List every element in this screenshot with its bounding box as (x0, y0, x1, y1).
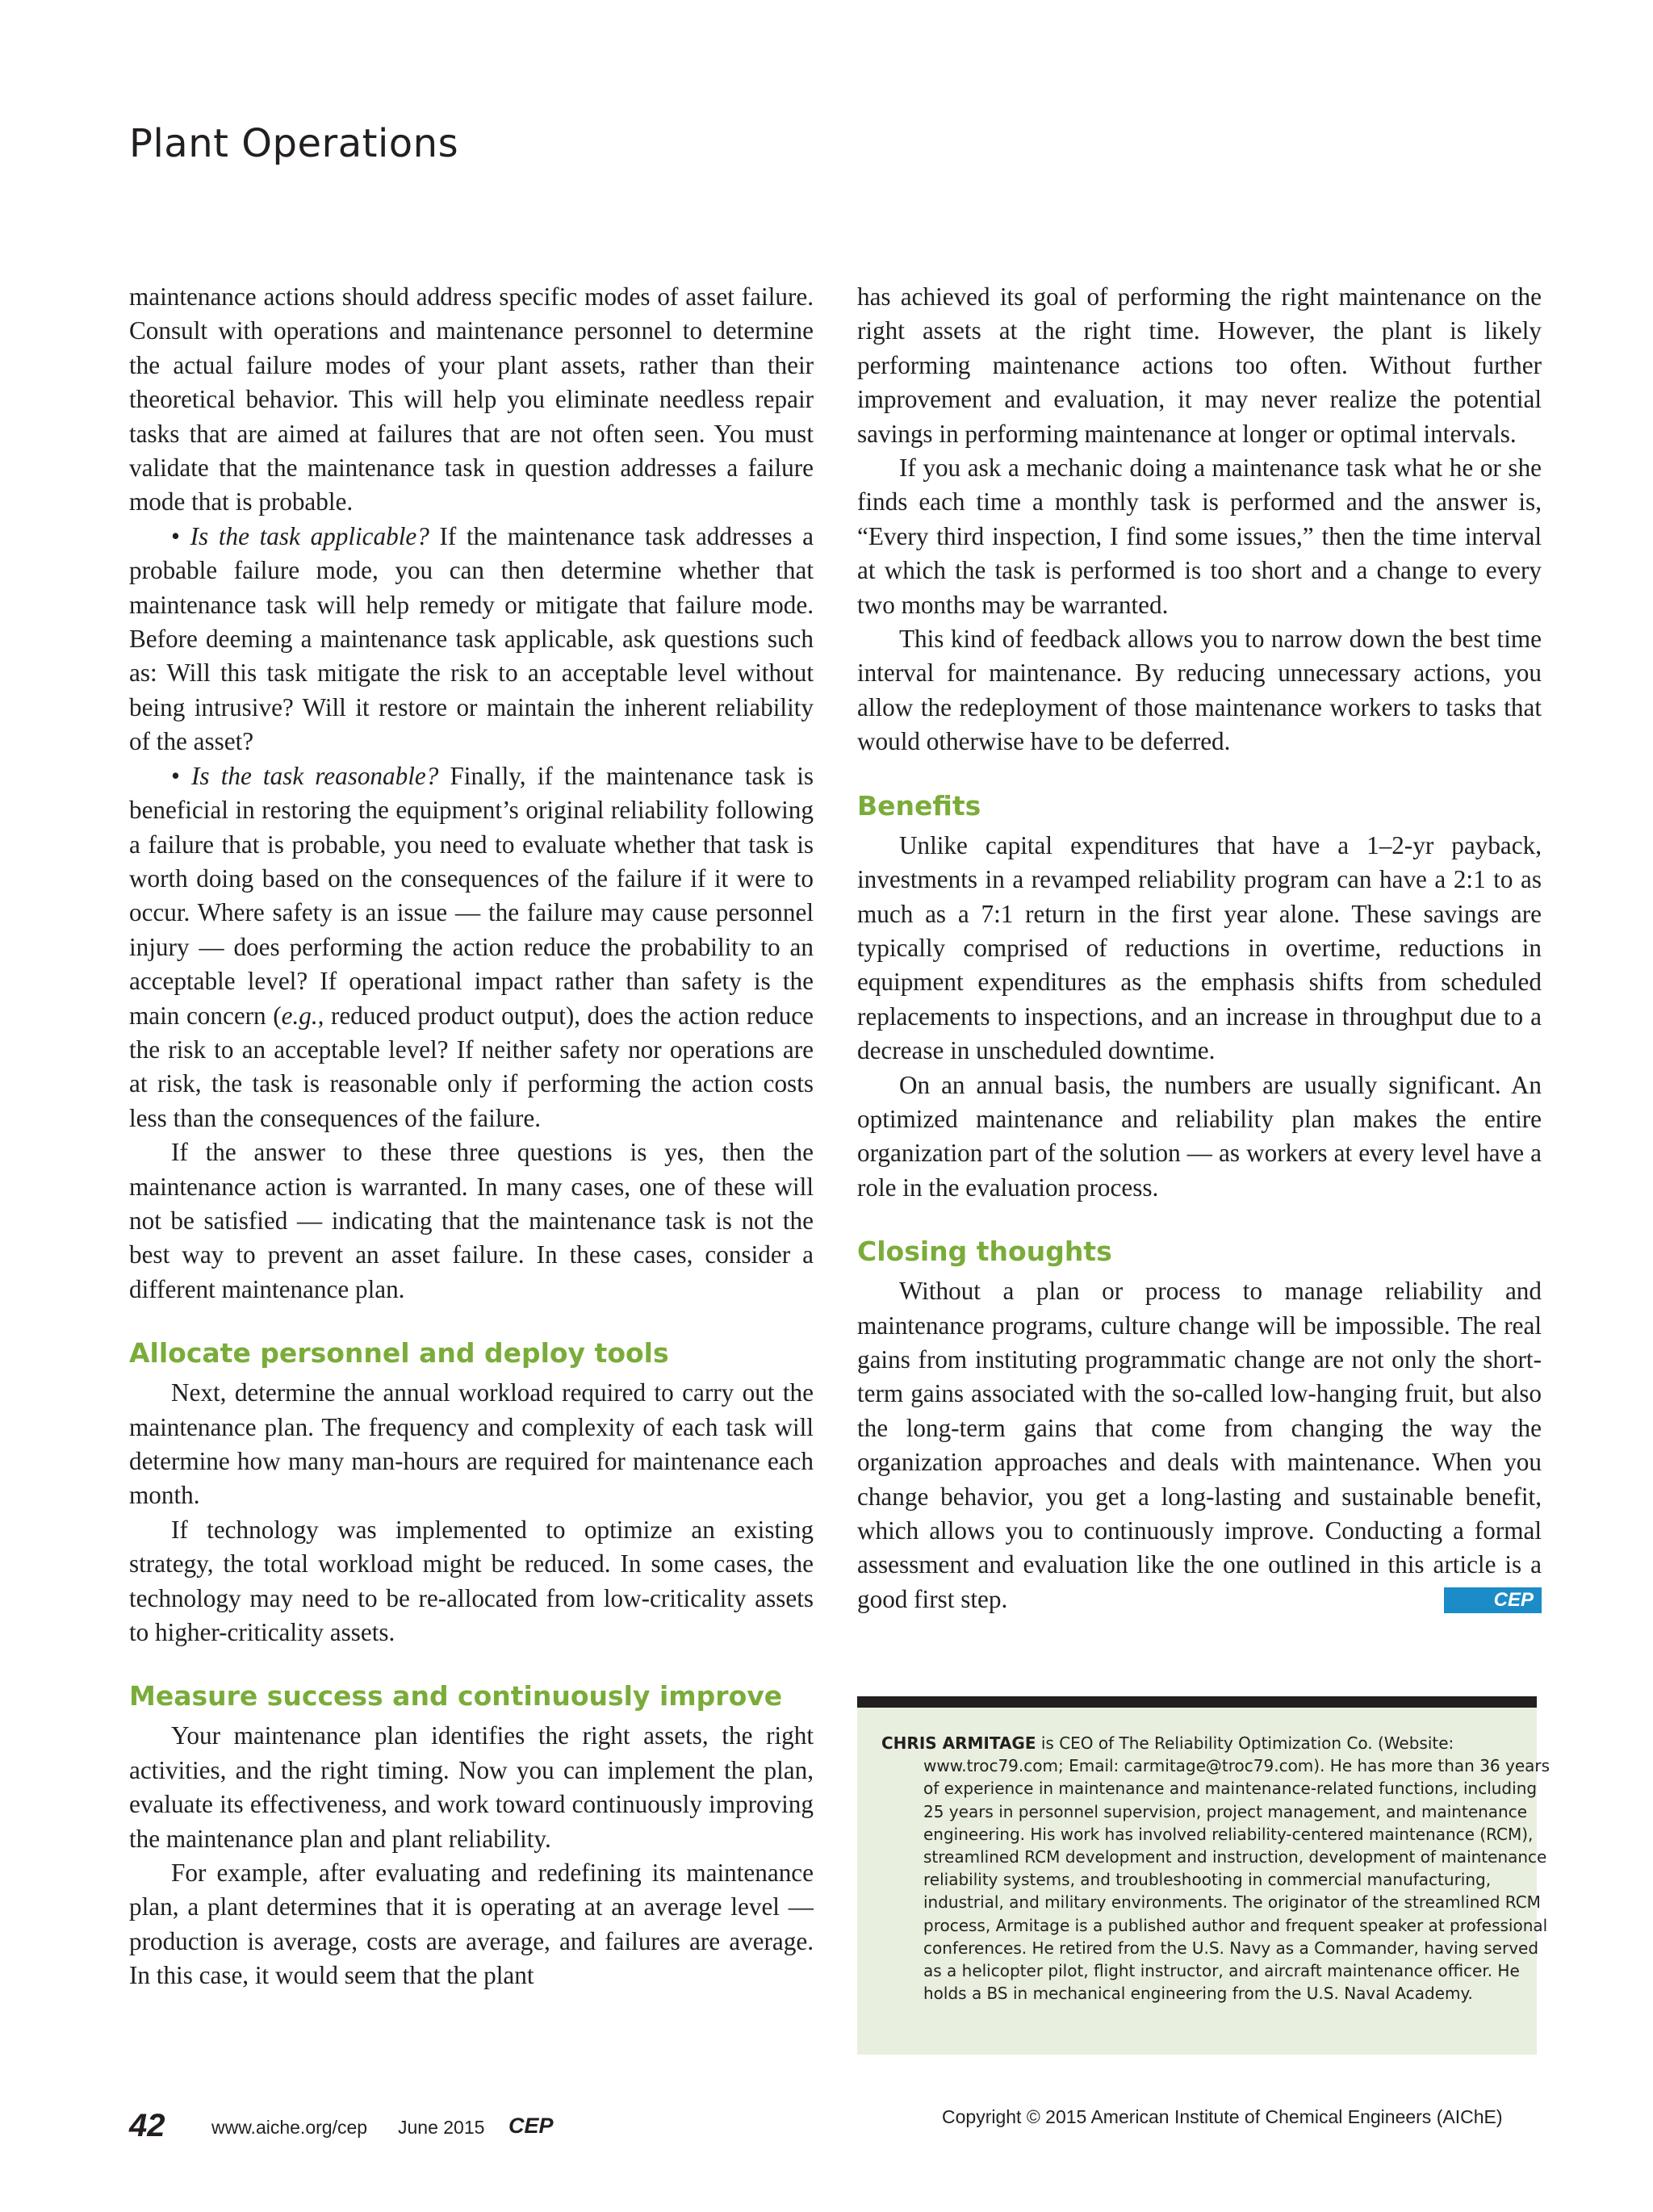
paragraph-text: If the maintenance task addresses a probable failure mode, you can then determine whether that maintenance task will help remedy or mitigate that failure mode. Before deeming a maintenance task applicable, ask questions such as: Will this task mitigate the risk to an acceptable level without being intrusive? Will it restore or maintain the inherent reliability of the asset? (129, 521, 814, 756)
run-in-label: Is the task reasonable? (191, 761, 439, 790)
paragraph-text: Finally, if the maintenance task is beneficial in restoring the equipment’s original reliability following a failure that is probable, you need to evaluate whether that task is worth doing based on the consequences of the failure if it were to occur. Where safety is an issue — the failure may cause personnel injury — does performing the action reduce the probability to an acceptable level? If operational impact rather than safety is the main concern ( (129, 761, 814, 1030)
footer-journal-logo: CEP (508, 2114, 554, 2138)
paragraph: has achieved its goal of performing the right maintenance on the right assets at the right time. However, the plant is likely performing maintenance actions too often. Without further improvement and evaluation, it may never realize the potential savings in performing maintenance at longer or optimal intervals. (857, 282, 1542, 448)
paragraph: maintenance actions should address specific modes of asset failure. Consult with operations and maintenance personnel to determine the actual failure modes of your plant assets, rather than their theoretical behavior. This will help you eliminate needless repair tasks that are aimed at failures that are not often seen. You must validate that the maintenance task in question addresses a failure mode that is probable. (129, 282, 814, 516)
heading-measure: Measure success and continuously improve (129, 1680, 783, 1712)
bullet: • (171, 761, 192, 790)
paragraph: Unlike capital expenditures that have a 1–2-yr payback, investments in a revamped reliability program can have a 2:1 to as much as a 7:1 return in the first year alone. These savings are typically comprised of reductions in overtime, reductions in equipment expenditures as the emphasis shifts from scheduled replacements to inspections, and an increase in throughput due to a decrease in unscheduled downtime. (857, 830, 1542, 1065)
right-column (857, 280, 1542, 1616)
paragraph (857, 1274, 1542, 1616)
eg-abbrev: e.g., (281, 1001, 324, 1030)
paragraph-text: Without a plan or process to manage reliability and maintenance programs, culture change will be impossible. The real gains from instituting programmatic change are not only the short-term gains associated with the so-called low-hanging fruit, but also the long-term gains that come from changing the way the organization approaches and deals with maintenance. When you change behavior, you get a long-lasting and sustainable benefit, which allows you to continuously improve. Conducting a formal assessment and evaluation like the one outlined in this article is a good first step. (857, 1277, 1542, 1613)
paragraph-reasonable (129, 759, 814, 1135)
paragraph-text: reduced product output), does the action reduce the risk to an acceptable level? If neither safety nor operations are at risk, the task is reasonable only if performing the action costs less than the consequences of the failure. (129, 1001, 814, 1132)
paragraph: If you ask a mechanic doing a maintenance task what he or she finds each time a monthly task is performed and the answer is, “Every third inspection, I find some issues,” then the time interval at which the task is performed is too short and a change to every two months may be warranted. (857, 454, 1542, 619)
author-bio-text: is CEO of The Reliability Optimization Co. (Website: www.troc79.com; Email: carmitage@troc79.com). He has more than 36 years of experience in maintenance and maintenance-related functions, including 25 years in personnel supervision, project management, and maintenance engineering. His work has involved reliability-centered maintenance (RCM), streamlined RCM development and instruction, development of maintenance reliability systems, and troubleshooting in commercial manufacturing, industrial, and military environments. The originator of the streamlined RCM process, Armitage is a published author and frequent speaker at professional conferences. He retired from the U.S. Navy as a Commander, having served as a helicopter pilot, flight instructor, and aircraft maintenance officer. He holds a BS in mechanical engineering from the U.S. Naval Academy. (923, 1733, 1550, 2004)
copyright-notice: Copyright © 2015 American Institute of Chemical Engineers (AIChE) (942, 2106, 1503, 2127)
paragraph: This kind of feedback allows you to narrow down the best time interval for maintenance. By reducing unnecessary actions, you allow the redeployment of those maintenance workers to tasks that would otherwise have to be deferred. (857, 625, 1542, 756)
left-column (129, 280, 814, 1993)
paragraph: If the answer to these three questions is yes, then the maintenance action is warranted. In many cases, one of these will not be satisfied — indicating that the maintenance task is not the best way to prevent an asset failure. In these cases, consider a different maintenance plan. (129, 1138, 814, 1303)
paragraph: Your maintenance plan identifies the right assets, the right activities, and the right timing. Now you can implement the plan, evaluate its effectiveness, and work toward continuously improving the maintenance plan and plant reliability. (129, 1721, 814, 1853)
author-bio-box (857, 1696, 1550, 2055)
heading-benefits: Benefits (857, 789, 981, 822)
paragraph: For example, after evaluating and redefining its maintenance plan, a plant determines that it is operating at an average level — production is average, costs are average, and failures are average. In this case, it would seem that the plant (129, 1859, 814, 1990)
paragraph: On an annual basis, the numbers are usually significant. An optimized maintenance and reliability plan makes the entire organization part of the solution — as workers at every level have a role in the evaluation process. (857, 1070, 1542, 1202)
page-number: 42 (129, 2108, 165, 2143)
heading-closing: Closing thoughts (857, 1236, 1112, 1268)
run-in-label: Is the task applicable? (190, 521, 429, 550)
paragraph-applicable (129, 520, 814, 759)
section-title: Plant Operations (129, 121, 459, 166)
footer-url: www.aiche.org/cep (211, 2117, 368, 2138)
bullet: • (171, 521, 190, 550)
cep-end-mark: CEP (1444, 1587, 1542, 1613)
author-name: CHRIS ARMITAGE (881, 1733, 1036, 1753)
footer-date: June 2015 (398, 2117, 485, 2138)
heading-allocate: Allocate personnel and deploy tools (129, 1337, 669, 1369)
paragraph: If technology was implemented to optimize an existing strategy, the total workload might be reduced. In some cases, the technology may need to be re-allocated from low-criticality assets to higher-criticality assets. (129, 1515, 814, 1647)
author-bio (881, 1732, 1553, 2005)
paragraph: Next, determine the annual workload required to carry out the maintenance plan. The frequency and complexity of each task will determine how many man-hours are required for maintenance each month. (129, 1378, 814, 1510)
